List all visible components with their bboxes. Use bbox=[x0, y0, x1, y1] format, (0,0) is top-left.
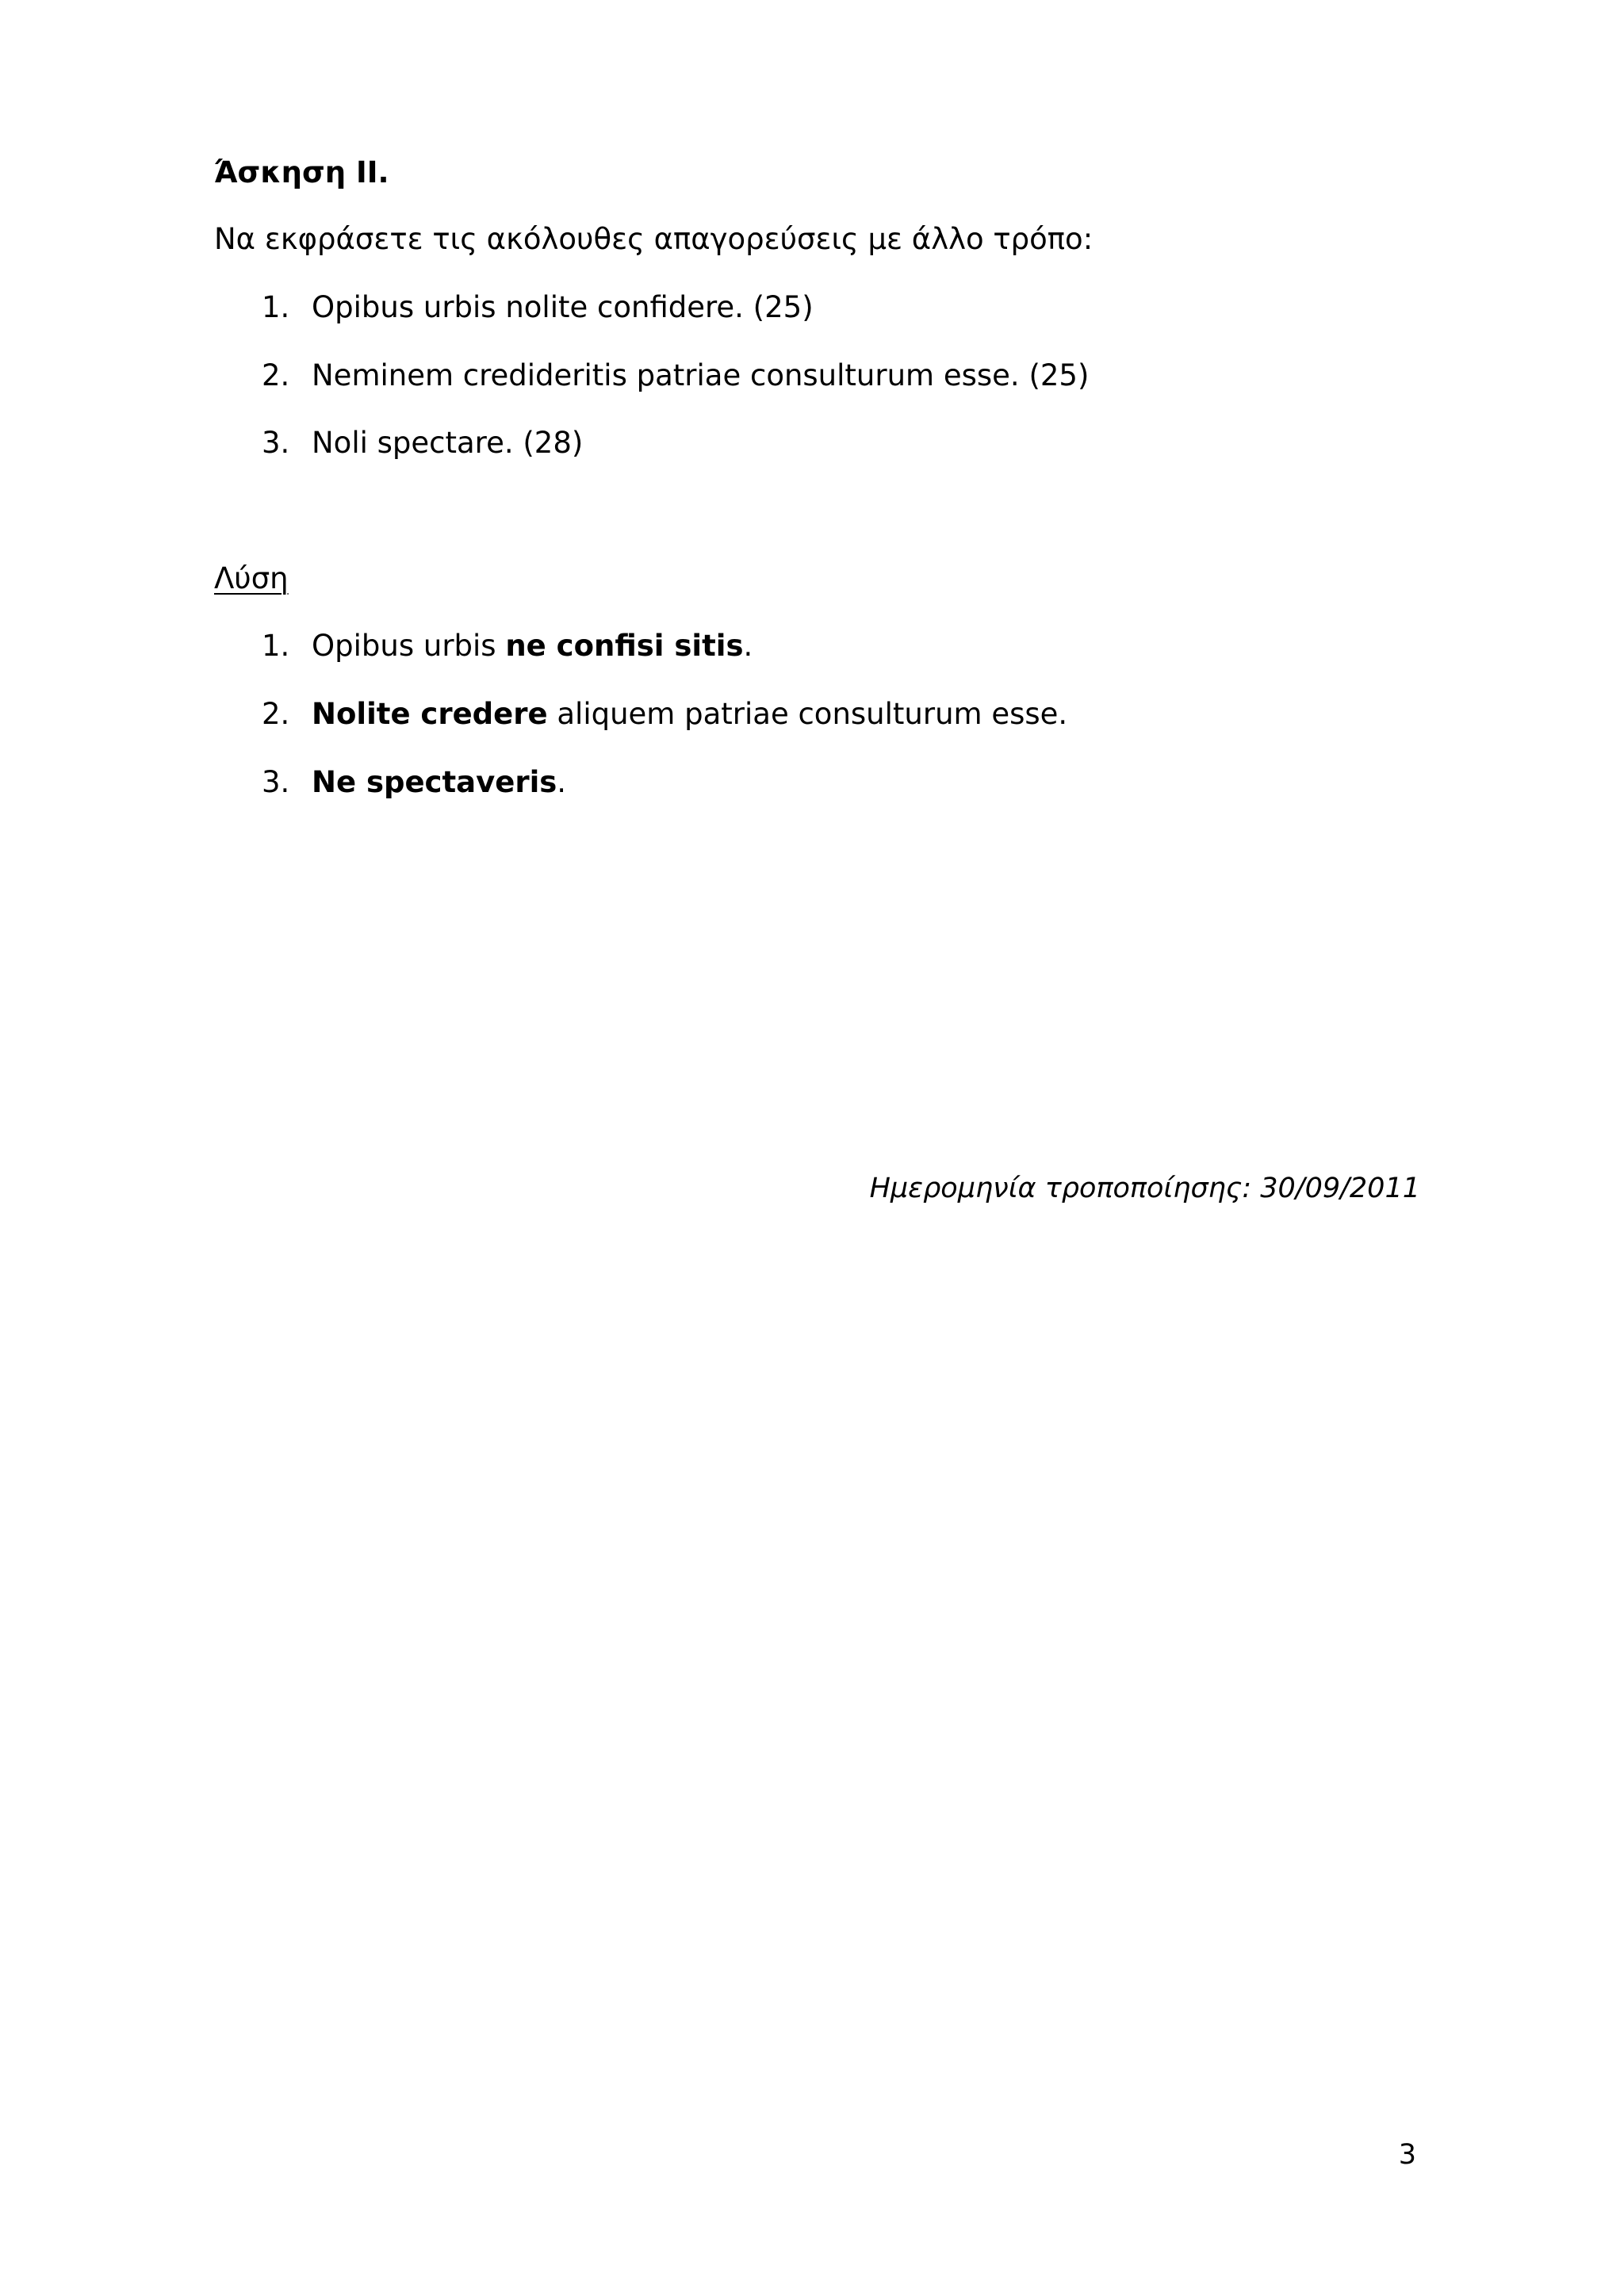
question-text: Neminem credideritis patriae consulturum esse. (25) bbox=[312, 358, 1090, 392]
exercise-instruction: Να εκφράσετε τις ακόλουθες απαγορεύσεις με άλλο τρόπο: bbox=[214, 222, 1094, 256]
list-item-number: 1. bbox=[262, 290, 290, 324]
list-item-number: 2. bbox=[262, 697, 290, 731]
exercise-title: Άσκηση ΙΙ. bbox=[214, 155, 389, 189]
answer-text-before: Opibus urbis bbox=[312, 629, 506, 663]
list-item-number: 3. bbox=[262, 426, 290, 460]
page-number: 3 bbox=[1398, 2139, 1416, 2171]
answer-text-after: . bbox=[557, 765, 567, 799]
answer-text-bold: Nolite credere bbox=[312, 697, 548, 731]
modification-date: Ημερομηνία τροποποίησης: 30/09/2011 bbox=[869, 1173, 1420, 1204]
question-text: Opibus urbis nolite confidere. (25) bbox=[312, 290, 814, 324]
answer-text-bold: ne confisi sitis bbox=[505, 629, 744, 663]
question-text: Noli spectare. (28) bbox=[312, 426, 584, 460]
list-item-number: 3. bbox=[262, 765, 290, 799]
answer-text-after: aliquem patriae consulturum esse. bbox=[547, 697, 1068, 731]
list-item-number: 2. bbox=[262, 358, 290, 392]
solution-heading: Λύση bbox=[214, 561, 289, 595]
list-item-number: 1. bbox=[262, 629, 290, 663]
answer-text-after: . bbox=[743, 629, 753, 663]
answer-text bbox=[312, 627, 753, 665]
answer-text bbox=[312, 763, 566, 802]
answer-text-bold: Ne spectaveris bbox=[312, 765, 557, 799]
answer-text bbox=[312, 695, 1067, 733]
